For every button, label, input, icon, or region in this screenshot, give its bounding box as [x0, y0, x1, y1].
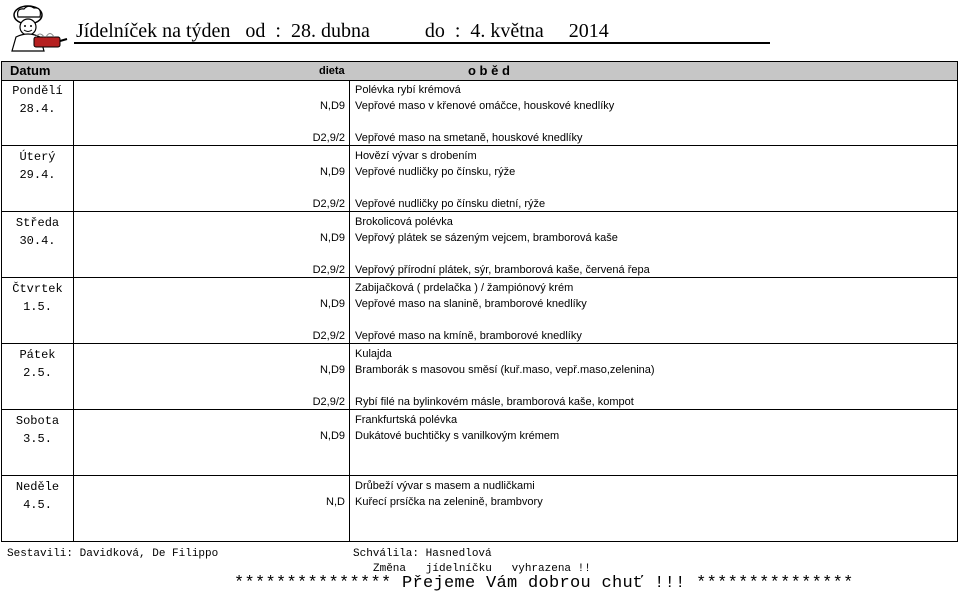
day-name: Pátek [19, 348, 56, 362]
meal-soup: Zabijačková ( prdelačka ) / žampiónový krém [355, 282, 574, 294]
day-date: 3.5. [23, 432, 52, 446]
meal-diet: Vepřové maso na smetaně, houskové knedlíky [355, 132, 583, 144]
dieta-code: D2,9/2 [312, 132, 345, 144]
meal-diet: Vepřové nudličky po čínsku dietní, rýže [355, 198, 546, 210]
day-date: 4.5. [23, 498, 52, 512]
dieta-code: N,D [326, 496, 345, 508]
day-name: Neděle [15, 480, 60, 494]
dieta-code: D2,9/2 [312, 264, 345, 276]
menu-table [1, 80, 958, 542]
footer-approved: Schválila: Hasnedlová [353, 548, 492, 560]
table-header [1, 61, 958, 81]
day-date: 2.5. [23, 366, 52, 380]
meal-soup: Kulajda [355, 348, 392, 360]
day-name: Sobota [15, 414, 60, 428]
day-name: Úterý [19, 150, 56, 164]
dieta-code: N,D9 [319, 298, 345, 310]
footer-change-note: Změna jídelníčku vyhrazena !! [373, 563, 591, 575]
meal-main: Bramborák s masovou směsí (kuř.maso, vepř.maso,zelenina) [355, 364, 655, 376]
dieta-code: N,D9 [319, 430, 345, 442]
meal-main: Kuřecí prsíčka na zelenině, brambvory [355, 496, 543, 508]
footer-compiled: Sestavili: Davidková, De Filippo [7, 548, 219, 560]
header-datum: Datum [10, 63, 51, 78]
column-divider [349, 80, 350, 541]
meal-soup: Hovězí vývar s drobením [355, 150, 477, 162]
title-underline [74, 42, 770, 44]
dieta-code: N,D9 [319, 166, 345, 178]
day-date: 30.4. [19, 234, 56, 248]
dieta-code: D2,9/2 [312, 198, 345, 210]
meal-soup: Drůbeží vývar s masem a nudličkami [355, 480, 535, 492]
meal-main: Vepřové maso na slanině, bramborové knedlíky [355, 298, 587, 310]
day-name: Pondělí [12, 84, 63, 98]
day-date: 29.4. [19, 168, 56, 182]
meal-soup: Frankfurtská polévka [355, 414, 458, 426]
dieta-code: N,D9 [319, 100, 345, 112]
dieta-code: N,D9 [319, 364, 345, 376]
chef-logo-icon [4, 3, 68, 53]
meal-soup: Polévka rybí krémová [355, 84, 461, 96]
header-obed: o b ě d [468, 63, 510, 78]
meal-main: Vepřový plátek se sázeným vejcem, bramborová kaše [355, 232, 618, 244]
day-name: Středa [15, 216, 60, 230]
page-title: Jídelníček na týden od : 28. dubna do : 4. května 2014 [76, 20, 609, 42]
meal-soup: Brokolicová polévka [355, 216, 453, 228]
dieta-code: D2,9/2 [312, 330, 345, 342]
day-name: Čtvrtek [12, 282, 63, 296]
meal-main: Dukátové buchtičky s vanilkovým krémem [355, 430, 560, 442]
meal-diet: Vepřový přírodní plátek, sýr, bramborová kaše, červená řepa [355, 264, 650, 276]
meal-diet: Vepřové maso na kmíně, bramborové knedlíky [355, 330, 582, 342]
bon-appetit-banner: *************** Přejeme Vám dobrou chuť !!! *************** [234, 574, 854, 593]
dieta-code: N,D9 [319, 232, 345, 244]
header-dieta: dieta [319, 65, 345, 77]
day-date: 28.4. [19, 102, 56, 116]
day-date: 1.5. [23, 300, 52, 314]
meal-main: Vepřové nudličky po čínsku, rýže [355, 166, 516, 178]
dieta-code: D2,9/2 [312, 396, 345, 408]
meal-diet: Rybí filé na bylinkovém másle, bramborová kaše, kompot [355, 396, 634, 408]
meal-main: Vepřové maso v křenové omáčce, houskové knedlíky [355, 100, 615, 112]
row-divider [2, 475, 957, 476]
